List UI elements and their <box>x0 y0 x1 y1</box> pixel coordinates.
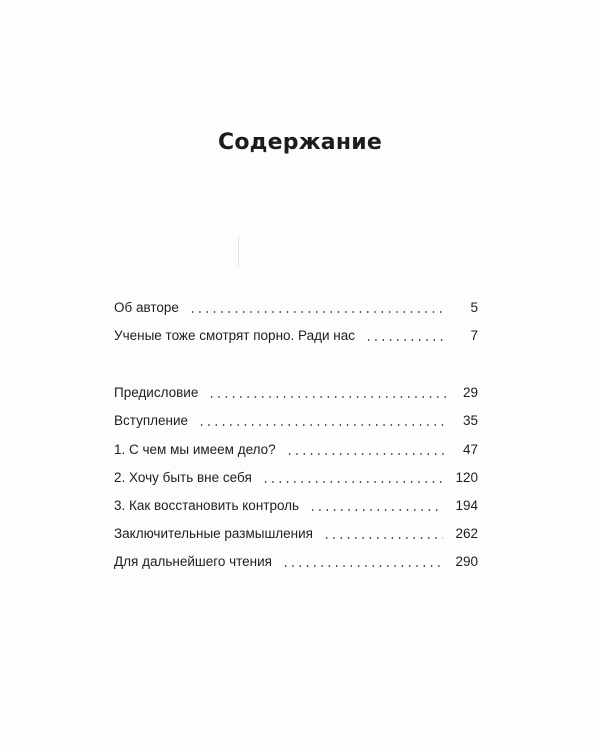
toc-entry <box>114 429 478 457</box>
toc-entry-label: Предисловие <box>114 385 199 401</box>
toc-entry-page: 35 <box>462 413 478 429</box>
toc-entry <box>114 288 478 316</box>
dot-leader <box>309 509 443 511</box>
toc-entry-label: 1. С чем мы имеем дело? <box>114 441 276 457</box>
toc-entry-page: 5 <box>470 300 478 316</box>
page-mark <box>238 236 239 266</box>
toc-entry-page: 262 <box>455 526 478 542</box>
toc-entry-label: Ученые тоже смотрят порно. Ради нас <box>114 328 355 344</box>
toc-entry-page: 29 <box>462 385 478 401</box>
dot-leader <box>198 424 446 426</box>
toc-entry-label: 2. Хочу быть вне себя <box>114 469 252 485</box>
toc-entry <box>114 316 478 344</box>
toc-entry-page: 290 <box>455 554 478 570</box>
toc-entry-label: Вступление <box>114 413 189 429</box>
toc-entry <box>114 401 478 429</box>
dot-leader <box>323 537 443 539</box>
toc-entry-page: 120 <box>455 469 478 485</box>
toc-entry-label: Об авторе <box>114 300 179 316</box>
toc-main <box>114 373 478 570</box>
toc-entry <box>114 514 478 542</box>
toc-entry-label: 3. Как восстановить контроль <box>114 497 300 513</box>
dot-leader <box>365 339 446 341</box>
toc-entry <box>114 486 478 514</box>
toc-entry-page: 7 <box>470 328 478 344</box>
page-title: Содержание <box>218 130 382 155</box>
toc-entry-page: 194 <box>455 497 478 513</box>
toc-entry <box>114 542 478 570</box>
toc-entry-page: 47 <box>462 441 478 457</box>
dot-leader <box>286 453 446 455</box>
toc-entry <box>114 373 478 401</box>
dot-leader <box>208 396 446 398</box>
dot-leader <box>189 311 446 313</box>
toc-entry-label: Заключительные размышления <box>114 526 313 542</box>
toc-entry-label: Для дальнейшего чтения <box>114 554 272 570</box>
dot-leader <box>262 481 444 483</box>
toc-front-matter <box>114 288 478 344</box>
toc-entry <box>114 458 478 486</box>
dot-leader <box>282 565 443 567</box>
